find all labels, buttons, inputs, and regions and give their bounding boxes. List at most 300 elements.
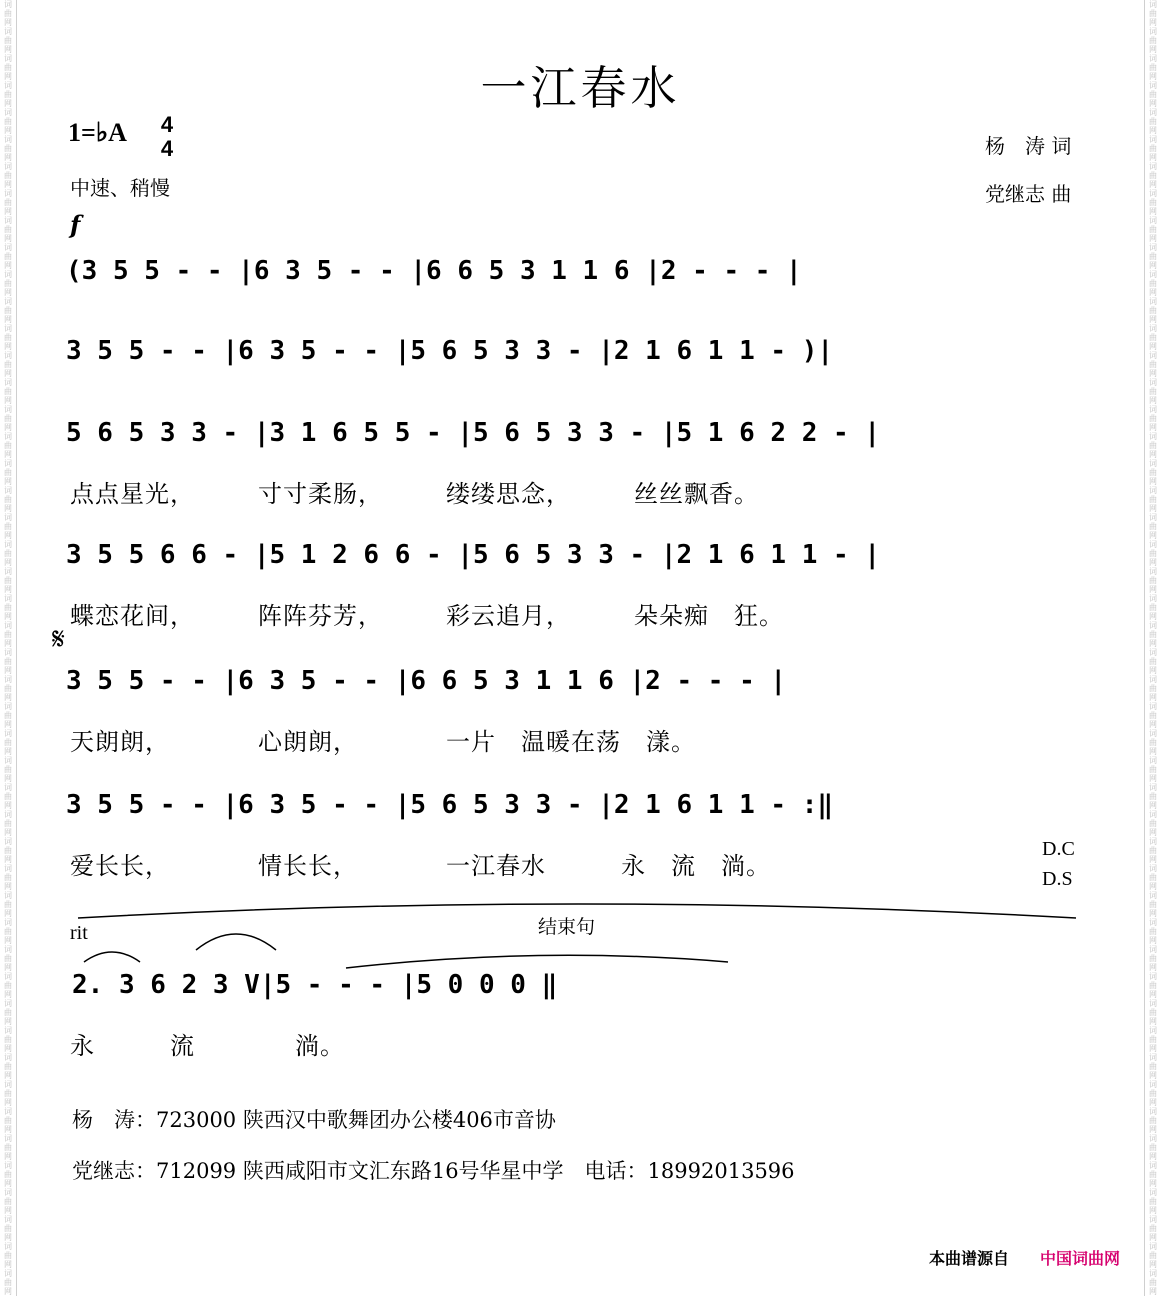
watermark-char: 曲 [4, 9, 12, 18]
watermark-char: 词 [1149, 189, 1157, 198]
watermark-char: 网 [4, 774, 12, 783]
watermark-char: 网 [1149, 1125, 1157, 1134]
watermark-char: 曲 [4, 36, 12, 45]
watermark-char: 网 [1149, 639, 1157, 648]
watermark-char: 曲 [4, 684, 12, 693]
watermark-char: 词 [4, 432, 12, 441]
watermark-char: 网 [1149, 531, 1157, 540]
watermark-char: 网 [4, 1287, 12, 1296]
watermark-char: 曲 [4, 198, 12, 207]
watermark-char: 网 [4, 1179, 12, 1188]
watermark-char: 网 [4, 234, 12, 243]
watermark-char: 词 [4, 540, 12, 549]
watermark-char: 词 [1149, 324, 1157, 333]
ending-tie [346, 955, 728, 968]
watermark-char: 网 [1149, 774, 1157, 783]
watermark-char: 曲 [1149, 576, 1157, 585]
watermark-char: 词 [1149, 135, 1157, 144]
ending-label: 结束句 [538, 916, 596, 938]
watermark-char: 曲 [1149, 63, 1157, 72]
watermark-char: 词 [4, 1188, 12, 1197]
watermark-char: 曲 [1149, 117, 1157, 126]
watermark-char: 词 [4, 810, 12, 819]
rit-marking: rit [70, 922, 88, 944]
watermark-char: 曲 [4, 1008, 12, 1017]
watermark-char: 网 [1149, 1152, 1157, 1161]
watermark-char: 曲 [1149, 36, 1157, 45]
watermark-char: 曲 [1149, 711, 1157, 720]
watermark-char: 曲 [1149, 225, 1157, 234]
watermark-char: 网 [1149, 477, 1157, 486]
watermark-char: 曲 [1149, 1089, 1157, 1098]
watermark-char: 词 [1149, 243, 1157, 252]
watermark-char: 网 [1149, 882, 1157, 891]
score-row-1: (3 5 5 - - |6 3 5 - - |6 6 5 3 1 1 6 |2 - - - | [66, 256, 802, 286]
watermark-char: 曲 [4, 1035, 12, 1044]
watermark-char: 词 [4, 324, 12, 333]
watermark-char: 词 [4, 675, 12, 684]
watermark-char: 词 [1149, 729, 1157, 738]
watermark-char: 曲 [1149, 846, 1157, 855]
watermark-char: 网 [1149, 207, 1157, 216]
watermark-char: 曲 [4, 846, 12, 855]
watermark-char: 网 [4, 639, 12, 648]
watermark-char: 曲 [1149, 927, 1157, 936]
watermark-char: 网 [4, 612, 12, 621]
watermark-char: 曲 [1149, 1116, 1157, 1125]
watermark-char: 词 [1149, 0, 1157, 9]
watermark-char: 网 [4, 855, 12, 864]
watermark-char: 网 [4, 450, 12, 459]
watermark-char: 曲 [1149, 1251, 1157, 1260]
watermark-char: 曲 [4, 1170, 12, 1179]
watermark-char: 词 [4, 567, 12, 576]
score-row-6: 3 5 5 - - |6 3 5 - - |5 6 5 3 3 - |2 1 6 1 1 - :‖ [66, 790, 834, 820]
watermark-char: 网 [4, 531, 12, 540]
watermark-char: 曲 [1149, 495, 1157, 504]
watermark-char: 曲 [4, 1251, 12, 1260]
watermark-char: 网 [4, 1017, 12, 1026]
watermark-char: 词 [4, 918, 12, 927]
watermark-char: 网 [1149, 369, 1157, 378]
watermark-char: 网 [1149, 909, 1157, 918]
watermark-char: 词 [4, 594, 12, 603]
watermark-char: 词 [4, 1080, 12, 1089]
time-top: 4 [160, 112, 174, 137]
watermark-char: 网 [1149, 990, 1157, 999]
watermark-char: 网 [1149, 855, 1157, 864]
watermark-char: 曲 [1149, 144, 1157, 153]
watermark-char: 曲 [4, 441, 12, 450]
watermark-char: 曲 [4, 792, 12, 801]
watermark-char: 网 [1149, 1017, 1157, 1026]
watermark-char: 网 [4, 936, 12, 945]
watermark-char: 曲 [1149, 522, 1157, 531]
watermark-char: 网 [1149, 1206, 1157, 1215]
watermark-char: 词 [1149, 972, 1157, 981]
watermark-char: 曲 [1149, 1143, 1157, 1152]
watermark-char: 网 [1149, 234, 1157, 243]
watermark-char: 曲 [4, 252, 12, 261]
watermark-char: 网 [4, 126, 12, 135]
watermark-char: 网 [1149, 1098, 1157, 1107]
watermark-char: 网 [4, 72, 12, 81]
watermark-char: 曲 [1149, 1035, 1157, 1044]
watermark-char: 曲 [1149, 1008, 1157, 1017]
watermark-char: 曲 [1149, 414, 1157, 423]
watermark-char: 网 [4, 1206, 12, 1215]
watermark-char: 曲 [4, 819, 12, 828]
watermark-char: 曲 [4, 738, 12, 747]
watermark-char: 曲 [4, 549, 12, 558]
watermark-char: 网 [1149, 153, 1157, 162]
watermark-char: 词 [4, 783, 12, 792]
watermark-char: 网 [1149, 828, 1157, 837]
watermark-char: 网 [1149, 585, 1157, 594]
watermark-char: 词 [4, 1161, 12, 1170]
watermark-char: 网 [4, 747, 12, 756]
watermark-char: 曲 [1149, 873, 1157, 882]
watermark-char: 曲 [4, 360, 12, 369]
watermark-char: 词 [4, 1215, 12, 1224]
score-row-5: 3 5 5 - - |6 3 5 - - |6 6 5 3 1 1 6 |2 - - - | [66, 666, 787, 696]
watermark-char: 词 [1149, 594, 1157, 603]
watermark-char: 网 [4, 909, 12, 918]
watermark-char: 网 [1149, 936, 1157, 945]
watermark-char: 网 [1149, 423, 1157, 432]
watermark-char: 曲 [1149, 441, 1157, 450]
watermark-char: 词 [4, 1242, 12, 1251]
watermark-char: 词 [1149, 1080, 1157, 1089]
watermark-char: 曲 [4, 981, 12, 990]
watermark-char: 网 [4, 585, 12, 594]
watermark-char: 网 [1149, 18, 1157, 27]
watermark-char: 词 [4, 621, 12, 630]
watermark-char: 网 [4, 882, 12, 891]
watermark-char: 词 [1149, 702, 1157, 711]
watermark-char: 词 [4, 1134, 12, 1143]
watermark-char: 词 [1149, 81, 1157, 90]
watermark-char: 曲 [1149, 1062, 1157, 1071]
watermark-char: 词 [1149, 810, 1157, 819]
score-row-7: 2. 3 6 2 3 V|5 - - - |5 0 0 0 ‖ [72, 970, 558, 1000]
score-row-2: 3 5 5 - - |6 3 5 - - |5 6 5 3 3 - |2 1 6 1 1 - )| [66, 336, 834, 366]
watermark-char: 词 [1149, 567, 1157, 576]
watermark-char: 词 [1149, 1053, 1157, 1062]
watermark-char: 网 [1149, 180, 1157, 189]
watermark-char: 网 [4, 288, 12, 297]
watermark-char: 网 [1149, 396, 1157, 405]
watermark-char: 曲 [4, 468, 12, 477]
watermark-char: 曲 [1149, 738, 1157, 747]
watermark-char: 网 [1149, 342, 1157, 351]
watermark-char: 词 [4, 1269, 12, 1278]
watermark-char: 曲 [1149, 900, 1157, 909]
watermark-char: 网 [1149, 747, 1157, 756]
watermark-char: 曲 [4, 279, 12, 288]
watermark-char: 网 [4, 1152, 12, 1161]
watermark-char: 网 [4, 45, 12, 54]
watermark-char: 词 [1149, 270, 1157, 279]
watermark-char: 曲 [4, 603, 12, 612]
watermark-char: 词 [4, 81, 12, 90]
score-row-3: 5 6 5 3 3 - |3 1 6 5 5 - |5 6 5 3 3 - |5 1 6 2 2 - | [66, 418, 880, 448]
watermark-char: 网 [4, 396, 12, 405]
watermark-char: 词 [1149, 351, 1157, 360]
watermark-char: 曲 [4, 630, 12, 639]
watermark-char: 词 [4, 351, 12, 360]
watermark-char: 词 [1149, 1107, 1157, 1116]
watermark-char: 词 [1149, 1242, 1157, 1251]
watermark-char: 曲 [1149, 387, 1157, 396]
watermark-char: 网 [4, 342, 12, 351]
watermark-char: 曲 [4, 1143, 12, 1152]
watermark-char: 网 [4, 504, 12, 513]
watermark-char: 词 [1149, 756, 1157, 765]
watermark-char: 网 [4, 261, 12, 270]
lyric-row-5: 天朗朗， 心朗朗， 一片 温暖在荡 漾。 [70, 728, 696, 756]
watermark-char: 曲 [4, 171, 12, 180]
lyricist-credit: 杨 涛 词 [985, 134, 1072, 158]
watermark-char: 词 [4, 1053, 12, 1062]
watermark-char: 曲 [1149, 792, 1157, 801]
watermark-char: 曲 [1149, 279, 1157, 288]
watermark-char: 词 [1149, 54, 1157, 63]
watermark-char: 曲 [4, 90, 12, 99]
watermark-char: 词 [1149, 1215, 1157, 1224]
watermark-char: 词 [1149, 999, 1157, 1008]
watermark-char: 网 [4, 666, 12, 675]
time-bottom: 4 [160, 136, 174, 161]
watermark-char: 曲 [1149, 90, 1157, 99]
watermark-char: 曲 [1149, 1224, 1157, 1233]
watermark-char: 词 [4, 378, 12, 387]
watermark-char: 曲 [4, 387, 12, 396]
watermark-char: 词 [4, 135, 12, 144]
watermark-char: 词 [4, 0, 12, 9]
watermark-char: 曲 [4, 306, 12, 315]
watermark-char: 词 [4, 972, 12, 981]
watermark-char: 词 [1149, 1134, 1157, 1143]
watermark-char: 网 [4, 1260, 12, 1269]
watermark-char: 曲 [1149, 819, 1157, 828]
watermark-char: 曲 [4, 1062, 12, 1071]
source-label: 本曲谱源自 [929, 1249, 1010, 1268]
watermark-char: 词 [4, 189, 12, 198]
watermark-char: 词 [4, 945, 12, 954]
watermark-char: 网 [1149, 1044, 1157, 1053]
watermark-char: 曲 [4, 765, 12, 774]
watermark-char: 词 [1149, 945, 1157, 954]
watermark-char: 网 [4, 423, 12, 432]
watermark-char: 网 [4, 963, 12, 972]
watermark-char: 曲 [1149, 765, 1157, 774]
watermark-char: 词 [1149, 891, 1157, 900]
watermark-char: 词 [4, 108, 12, 117]
watermark-char: 网 [1149, 801, 1157, 810]
watermark-char: 网 [4, 720, 12, 729]
watermark-char: 网 [1149, 504, 1157, 513]
key-signature: 1=♭A [68, 118, 127, 147]
watermark-char: 曲 [4, 711, 12, 720]
watermark-char: 曲 [4, 657, 12, 666]
watermark-char: 网 [1149, 693, 1157, 702]
lyric-row-6: 爱长长， 情长长， 一江春水 永 流 淌。 [70, 852, 771, 880]
watermark-char: 网 [1149, 1287, 1157, 1296]
watermark-char: 网 [4, 1125, 12, 1134]
watermark-char: 曲 [4, 144, 12, 153]
watermark-char: 网 [1149, 666, 1157, 675]
watermark-char: 词 [1149, 675, 1157, 684]
watermark-char: 网 [1149, 315, 1157, 324]
watermark-char: 词 [1149, 297, 1157, 306]
watermark-char: 曲 [1149, 1278, 1157, 1287]
watermark-char: 网 [1149, 1179, 1157, 1188]
watermark-char: 曲 [1149, 198, 1157, 207]
watermark-char: 曲 [1149, 1197, 1157, 1206]
watermark-char: 网 [1149, 72, 1157, 81]
watermark-char: 网 [4, 180, 12, 189]
watermark-char: 曲 [4, 522, 12, 531]
watermark-char: 网 [4, 1044, 12, 1053]
composer-contact: 党继志：712099 陕西咸阳市文汇东路16号华星中学 电话：18992013596 [72, 1159, 795, 1183]
watermark-char: 曲 [1149, 252, 1157, 261]
watermark-char: 词 [4, 864, 12, 873]
watermark-char: 曲 [1149, 657, 1157, 666]
watermark-char: 曲 [4, 1089, 12, 1098]
ds-marking: D.S [1042, 868, 1073, 890]
source-site-link[interactable]: 中国词曲网 [1040, 1249, 1121, 1268]
slur-final-2 [84, 952, 140, 962]
composer-credit: 党继志 曲 [985, 182, 1072, 206]
watermark-char: 曲 [4, 495, 12, 504]
watermark-char: 词 [1149, 486, 1157, 495]
watermark-char: 词 [1149, 1161, 1157, 1170]
watermark-char: 曲 [4, 576, 12, 585]
watermark-char: 词 [1149, 108, 1157, 117]
watermark-char: 曲 [1149, 306, 1157, 315]
watermark-char: 曲 [4, 873, 12, 882]
watermark-char: 曲 [4, 1278, 12, 1287]
watermark-char: 词 [4, 216, 12, 225]
watermark-char: 网 [1149, 45, 1157, 54]
watermark-char: 词 [1149, 540, 1157, 549]
lyric-row-4: 蝶恋花间， 阵阵芬芳， 彩云追月， 朵朵痴 狂。 [70, 602, 784, 630]
watermark-char: 网 [1149, 963, 1157, 972]
slur-final [196, 934, 276, 950]
watermark-char: 词 [4, 27, 12, 36]
watermark-char: 曲 [1149, 9, 1157, 18]
watermark-char: 网 [1149, 1260, 1157, 1269]
watermark-char: 词 [4, 54, 12, 63]
watermark-char: 网 [4, 153, 12, 162]
watermark-char: 网 [4, 1098, 12, 1107]
watermark-char: 词 [4, 1107, 12, 1116]
lyric-row-7: 永 流 淌。 [70, 1032, 345, 1060]
watermark-char: 词 [4, 891, 12, 900]
watermark-char: 曲 [1149, 684, 1157, 693]
watermark-char: 曲 [1149, 630, 1157, 639]
watermark-char: 曲 [4, 225, 12, 234]
watermark-char: 网 [1149, 288, 1157, 297]
watermark-char: 曲 [1149, 333, 1157, 342]
watermark-char: 曲 [4, 900, 12, 909]
watermark-char: 词 [1149, 1188, 1157, 1197]
dynamic-marking: f [70, 210, 81, 239]
watermark-char: 词 [1149, 1026, 1157, 1035]
watermark-char: 词 [1149, 1269, 1157, 1278]
lyricist-contact: 杨 涛：723000 陕西汉中歌舞团办公楼406市音协 [72, 1108, 556, 1132]
watermark-char: 词 [1149, 513, 1157, 522]
watermark-char: 曲 [1149, 549, 1157, 558]
watermark-char: 词 [4, 702, 12, 711]
watermark-char: 词 [1149, 864, 1157, 873]
watermark-char: 曲 [1149, 171, 1157, 180]
watermark-char: 词 [1149, 918, 1157, 927]
watermark-char: 词 [4, 486, 12, 495]
watermark-char: 网 [4, 693, 12, 702]
watermark-char: 网 [1149, 126, 1157, 135]
watermark-char: 曲 [1149, 468, 1157, 477]
watermark-char: 曲 [1149, 1170, 1157, 1179]
watermark-char: 词 [4, 513, 12, 522]
watermark-char: 词 [4, 837, 12, 846]
watermark-char: 词 [4, 459, 12, 468]
watermark-char: 网 [1149, 99, 1157, 108]
watermark-char: 词 [1149, 432, 1157, 441]
watermark-char: 网 [4, 477, 12, 486]
watermark-char: 网 [1149, 558, 1157, 567]
watermark-char: 词 [4, 999, 12, 1008]
watermark-char: 词 [1149, 837, 1157, 846]
segno-sign: 𝄋 [52, 622, 65, 657]
watermark-char: 网 [1149, 261, 1157, 270]
watermark-char: 曲 [4, 117, 12, 126]
watermark-char: 词 [1149, 162, 1157, 171]
watermark-char: 曲 [4, 1116, 12, 1125]
watermark-char: 词 [1149, 648, 1157, 657]
watermark-char: 词 [4, 756, 12, 765]
watermark-char: 网 [1149, 1071, 1157, 1080]
watermark-char: 词 [1149, 27, 1157, 36]
watermark-char: 词 [4, 405, 12, 414]
watermark-char: 网 [4, 99, 12, 108]
watermark-char: 词 [1149, 621, 1157, 630]
watermark-char: 网 [4, 207, 12, 216]
watermark-char: 词 [1149, 405, 1157, 414]
watermark-char: 曲 [4, 1224, 12, 1233]
watermark-char: 网 [1149, 612, 1157, 621]
watermark-char: 网 [4, 558, 12, 567]
watermark-char: 词 [1149, 459, 1157, 468]
watermark-char: 词 [4, 729, 12, 738]
watermark-char: 网 [4, 801, 12, 810]
watermark-char: 词 [4, 297, 12, 306]
tempo-marking: 中速、稍慢 [70, 176, 170, 200]
watermark-char: 词 [1149, 783, 1157, 792]
watermark-char: 词 [1149, 216, 1157, 225]
score-row-4: 3 5 5 6 6 - |5 1 2 6 6 - |5 6 5 3 3 - |2 1 6 1 1 - | [66, 540, 880, 570]
rit-phrase-line [78, 904, 1076, 918]
watermark-char: 网 [1149, 720, 1157, 729]
watermark-char: 词 [4, 270, 12, 279]
watermark-char: 曲 [4, 954, 12, 963]
watermark-char: 曲 [4, 927, 12, 936]
watermark-char: 词 [4, 648, 12, 657]
watermark-char: 曲 [4, 1197, 12, 1206]
watermark-char: 词 [4, 162, 12, 171]
watermark-char: 曲 [1149, 954, 1157, 963]
